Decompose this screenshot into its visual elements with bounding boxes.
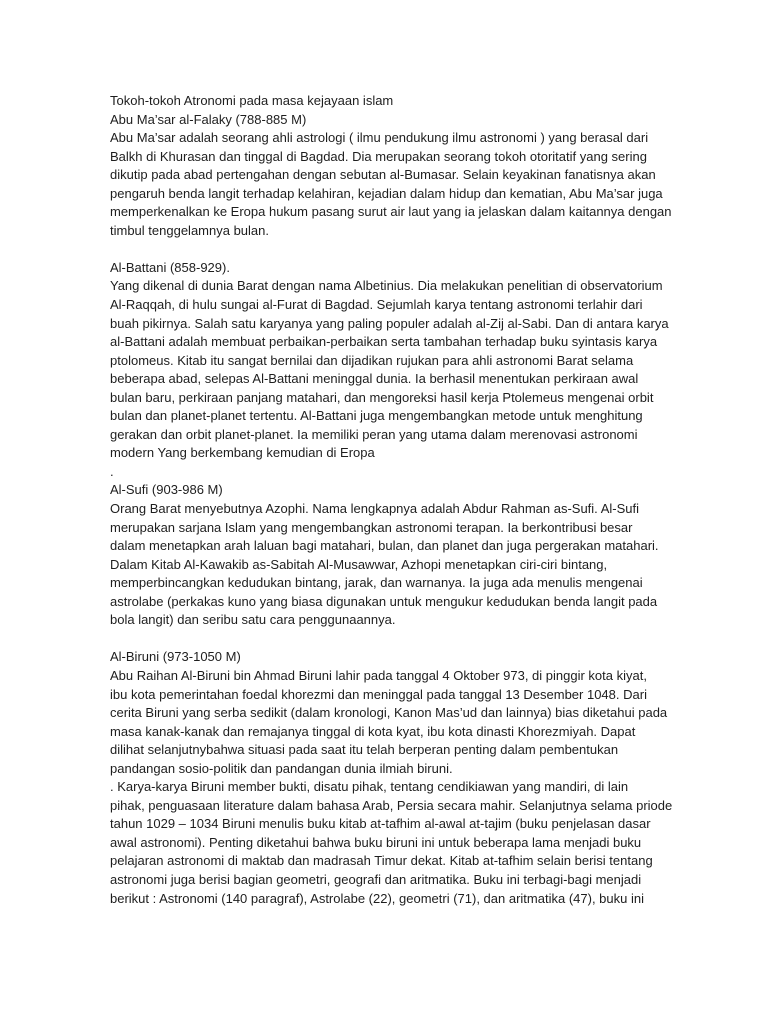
paragraph-line: Yang dikenal di dunia Barat dengan nama Albetinius. Dia melakukan penelitian di observatorium	[110, 278, 663, 294]
paragraph-line: ibu kota pemerintahan foedal khorezmi dan meninggal pada tanggal 13 Desember 1048. Dari	[110, 686, 647, 702]
paragraph-line: pengaruh benda langit terhadap kelahiran, kejadian dalam hidup dan kematian, Abu Ma’sar juga	[110, 185, 663, 201]
paragraph-line: astronomi juga berisi bagian geometri, geografi dan aritmatika. Buku ini terbagi-bagi menjadi	[110, 871, 642, 887]
paragraph-line: memperbincangkan kedudukan bintang, jarak, dan warnanya. Ia juga ada menulis mengenai	[110, 575, 643, 591]
paragraph-line: bulan dan planet-planet tertentu. Al-Battani juga mengembangkan metode untuk menghitung	[110, 408, 643, 424]
paragraph-line: . Karya-karya Biruni member bukti, disatu pihak, tentang cendikiawan yang mandiri, di lain	[110, 779, 629, 795]
section-heading: Al-Biruni (973-1050 M)	[110, 649, 241, 665]
paragraph-line: awal astronomi). Penting diketahui bahwa buku biruni ini untuk beberapa lama menjadi buku	[110, 834, 642, 850]
section-heading: Al-Sufi (903-986 M)	[110, 482, 223, 498]
paragraph-line: modern Yang berkembang kemudian di Eropa	[110, 445, 375, 461]
paragraph-line: timbul tenggelamnya bulan.	[110, 222, 269, 238]
paragraph-line: Dalam Kitab Al-Kawakib as-Sabitah Al-Musawwar, Azhopi menetapkan ciri-ciri bintang,	[110, 556, 608, 572]
paragraph-line: merupakan sarjana Islam yang mengembangkan astronomi terapan. Ia berkontribusi besar	[110, 519, 633, 535]
paragraph-line: Abu Raihan Al-Biruni bin Ahmad Biruni lahir pada tanggal 4 Oktober 973, di pinggir kota kiyat,	[110, 667, 647, 683]
paragraph-line: bulan baru, perkiraan panjang matahari, dan mengoreksi hasil kerja Ptolemeus mengenai orbit	[110, 389, 654, 405]
paragraph-line: dikutip pada abad pertengahan dengan sebutan al-Bumasar. Selain keyakinan fanatisnya akan	[110, 167, 656, 183]
paragraph-line: pihak, penguasaan literature dalam bahasa Arab, Persia secara mahir. Selanjutnya selama priode	[110, 797, 673, 813]
paragraph-line: dalam menetapkan arah laluan bagi matahari, bulan, dan planet dan juga pergerakan matahari.	[110, 538, 659, 554]
paragraph-line: Abu Ma’sar adalah seorang ahli astrologi ( ilmu pendukung ilmu astronomi ) yang berasal dari	[110, 130, 649, 146]
paragraph-line: bola langit) dan seribu satu cara penggunaannya.	[110, 612, 396, 628]
paragraph-line: dilihat selanjutnybahwa situasi pada saat itu telah berperan penting dalam pembentukan	[110, 742, 619, 758]
paragraph-line: pandangan sosio-politik dan pandangan dunia ilmiah biruni.	[110, 760, 453, 776]
section-al-biruni	[110, 648, 673, 908]
section-al-sufi	[110, 481, 670, 629]
section-abu-masar	[110, 111, 670, 241]
paragraph-line: al-Battani adalah membuat perbaikan-perbaikan serta tambahan terhadap buku syintasis karya	[110, 334, 658, 350]
section-heading: Al-Battani (858-929).	[110, 259, 230, 275]
paragraph-line: beberapa abad, selepas Al-Battani meninggal dunia. Ia berhasil menentukan perkiraan awal	[110, 371, 639, 387]
document-title: Tokoh-tokoh Atronomi pada masa kejayaan islam	[110, 93, 394, 108]
paragraph-line: gerakan dan orbit planet-planet. Ia memiliki peran yang utama dalam merenovasi astronomi	[110, 426, 638, 442]
paragraph-line: ptolomeus. Kitab itu sangat bernilai dan dijadikan rujukan para ahli astronomi Barat selama	[110, 352, 634, 368]
paragraph-line: .	[110, 463, 114, 479]
paragraph-line: Balkh di Khurasan dan tinggal di Bagdad. Dia merupakan seorang tokoh otoritatif yang sering	[110, 148, 647, 164]
paragraph-line: cerita Biruni yang serba sedikit (dalam kronologi, Kanon Mas’ud dan lainnya) bias diketahui pada	[110, 705, 668, 721]
paragraph-line: buah pikirnya. Salah satu karyanya yang paling populer adalah al-Zij al-Sabi. Dan di antara karya	[110, 315, 669, 331]
section-al-battani	[110, 259, 670, 482]
document-body	[110, 92, 673, 908]
section-heading: Abu Ma’sar al-Falaky (788-885 M)	[110, 111, 307, 127]
blank-line	[110, 630, 670, 649]
paragraph-line: tahun 1029 – 1034 Biruni menulis buku kitab at-tafhim al-awal at-tajim (buku penjelasan dasar	[110, 816, 651, 832]
paragraph-line: masa kanak-kanak dan remajanya tinggal di kota kyat, ibu kota dinasti Khorezmiyah. Dapat	[110, 723, 636, 739]
paragraph-line: Orang Barat menyebutnya Azophi. Nama lengkapnya adalah Abdur Rahman as-Sufi. Al-Sufi	[110, 501, 639, 517]
blank-line	[110, 240, 670, 259]
paragraph-line: astrolabe (perkakas kuno yang biasa digunakan untuk mengukur kedudukan benda langit pada	[110, 593, 658, 609]
paragraph-line: Al-Raqqah, di hulu sungai al-Furat di Bagdad. Sejumlah karya tentang astronomi terlahir dari	[110, 297, 643, 313]
paragraph-line: berikut : Astronomi (140 paragraf), Astrolabe (22), geometri (71), dan aritmatika (47), buku ini	[110, 890, 644, 906]
paragraph-line: pelajaran astronomi di maktab dan madrasah Timur dekat. Kitab at-tafhim selain berisi tentang	[110, 853, 653, 869]
paragraph-line: memperkenalkan ke Eropa hukum pasang surut air laut yang ia jelaskan dalam kaitannya dengan	[110, 204, 672, 220]
